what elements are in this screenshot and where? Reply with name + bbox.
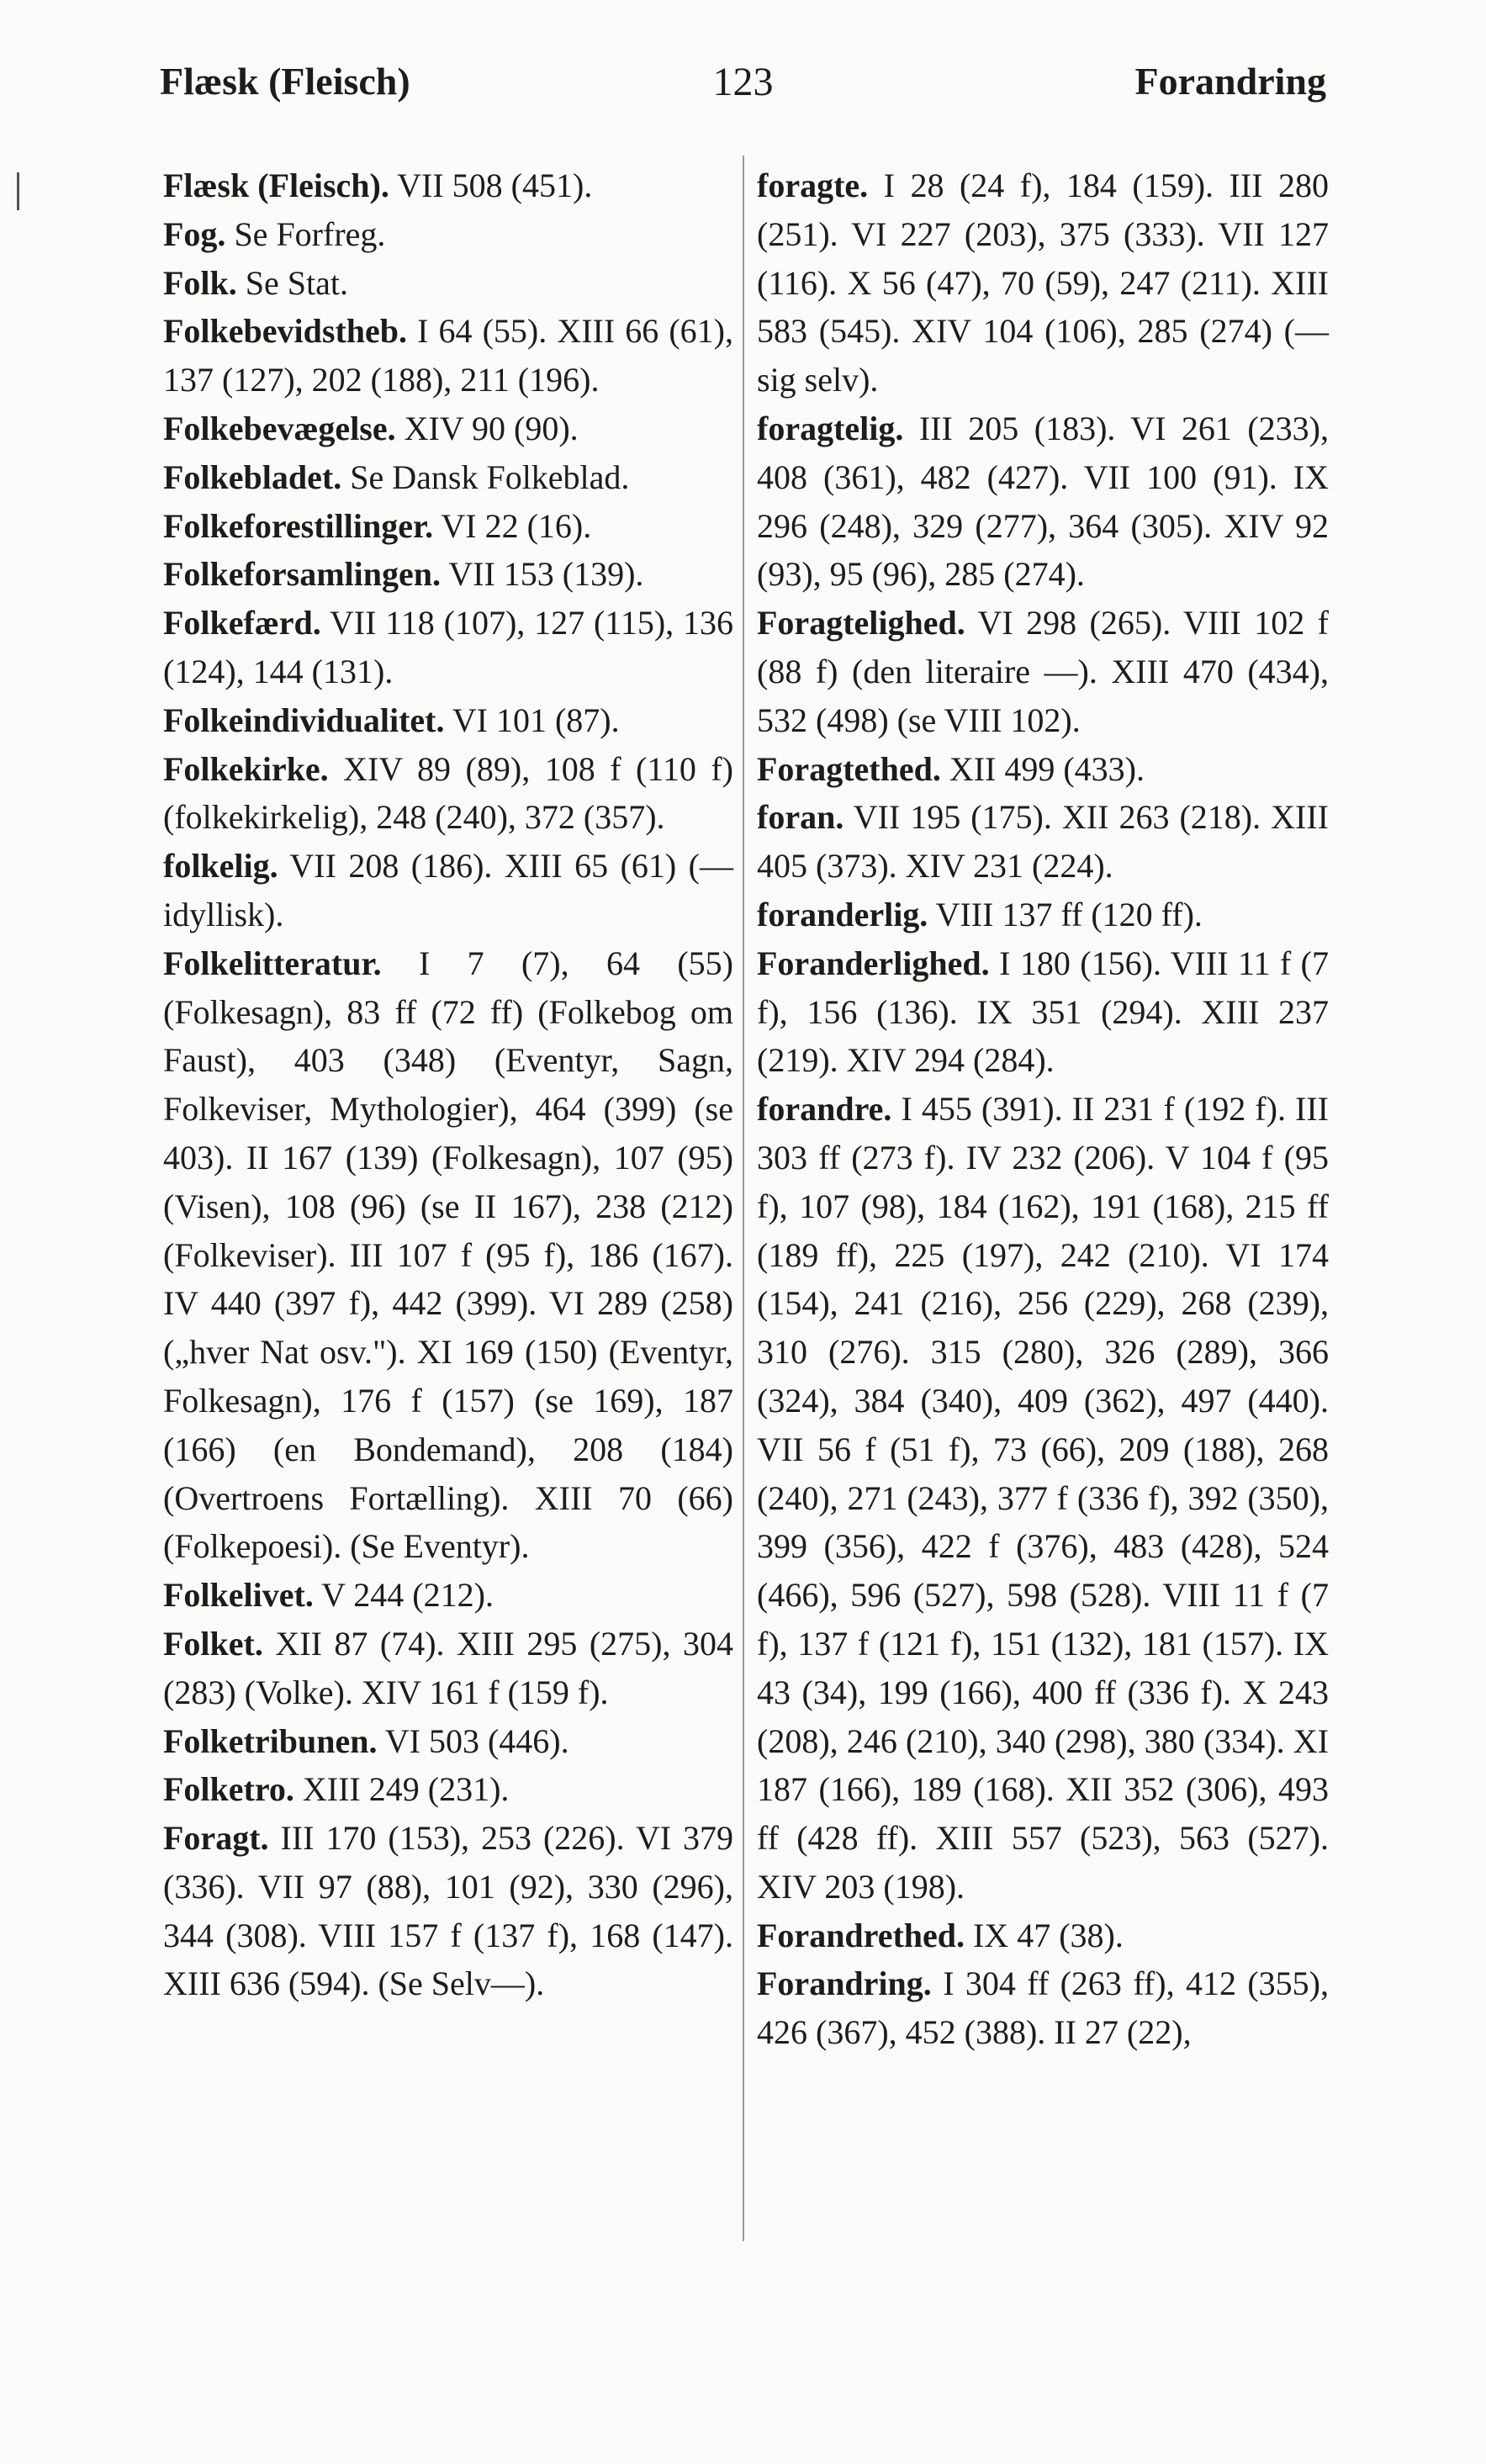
entry-headword: folkelig. [163,847,278,886]
index-entry [163,502,733,551]
index-entry [163,161,733,210]
page-number: 123 [712,60,774,104]
entry-headword: Folkeindividualitet. [163,701,445,739]
column-divider [743,156,744,2241]
index-entry [163,696,733,745]
header-left-keyword: Flæsk (Fleisch) [160,60,410,103]
index-entry [163,1571,733,1620]
entry-headword: Foragtethed. [757,749,941,788]
entry-headword: Forandrethed. [757,1916,965,1954]
entry-references: III 205 (183). VI 261 (233), 408 (361), 482 (427). VII 100 (91). IX 296 (248), 329 (277), 364 (305). XIV 92 (93), 95 (96), 285 (274). [757,409,1329,594]
index-entry [163,842,733,939]
index-entry [163,599,733,696]
entry-headword: foragtelig. [757,409,904,447]
entry-references: VI 101 (87). [444,701,620,739]
entry-references: VI 503 (446). [377,1721,569,1760]
index-entry [163,1620,733,1717]
entry-headword: Folkekirke. [163,749,329,788]
index-entry [757,1911,1329,1960]
index-entry [163,1765,733,1814]
entry-references: I 180 (156). VIII 11 f (7 f), 156 (136). IX 351 (294). XIII 237 (219). XIV 294 (284). [757,944,1329,1080]
entry-references: Se Dansk Folkeblad. [341,457,630,496]
running-header [0,59,1486,118]
entry-references: VIII 137 ff (120 ff). [928,895,1203,933]
index-entry [163,210,733,259]
index-entry [163,453,733,502]
entry-headword: Folk. [163,263,237,302]
entry-references: XII 499 (433). [940,749,1145,788]
header-right-keyword: Forandring [1134,60,1326,103]
entry-headword: Folket. [163,1624,263,1663]
index-entry [163,307,733,404]
index-entry [163,1814,733,2008]
index-entry [757,599,1329,744]
entry-headword: Forandring. [757,1964,932,2003]
entry-headword: Folkebladet. [163,457,342,496]
entry-references: XIV 90 (90). [395,409,579,447]
entry-references: VII 153 (139). [440,555,644,594]
index-entry [757,404,1329,599]
entry-references: XIII 249 (231). [293,1770,510,1809]
entry-references: IX 47 (38). [965,1916,1124,1954]
index-entry [757,1959,1329,2057]
entry-headword: Folkeforestillinger. [163,506,434,545]
entry-headword: Folkelitteratur. [163,944,382,982]
index-entry [163,259,733,308]
entry-references: I 304 ff (263 ff), 412 (355), 426 (367), 452 (388). II 27 (22), [757,1964,1329,2052]
entry-headword: Folkebevidstheb. [163,312,408,351]
index-entry [163,404,733,453]
entry-headword: Foragtelighed. [757,604,965,642]
entry-references: V 244 (212). [313,1576,494,1615]
entry-headword: Fog. [163,214,226,253]
entry-headword: Flæsk (Fleisch). [163,167,389,204]
entry-references: III 170 (153), 253 (226). VI 379 (336). VII 97 (88), 101 (92), 330 (296), 344 (308). VIII 157 f (137 f), 168 (147). XIII 636 (594). (Se Selv—). [163,1819,733,2003]
entry-references: VII 195 (175). XII 263 (218). XIII 405 (373). XIV 231 (224). [757,798,1329,886]
entry-references: I 455 (391). II 231 f (192 f). III 303 ff (273 f). IV 232 (206). V 104 f (95 f), 107 (98), 184 (162), 191 (168), 215 ff (189 ff), 225 (197), 242 (210). VI 174 (154), 241 (216), 256 (229), 268 (239), 310 (276). 315 (280), 326 (289), 366 (324), 384 (340), 409 (362), 497 (440). VII 56 f (51 f), 73 (66), 209 (188), 268 (240), 271 (243), 377 f (336 f), 392 (350), 399 (356), 422 f (376), 483 (428), 524 (466), 596 (527), 598 (528). VIII 11 f (7 f), 137 f (121 f), 151 (132), 181 (157). IX 43 (34), 199 (166), 400 ff (336 f). X 243 (208), 246 (210), 340 (298), 380 (334). XI 187 (166), 189 (168). XII 352 (306), 493 ff (428 ff). XIII 557 (523), 563 (527). XIV 203 (198). [757,1090,1329,1906]
index-entry [757,793,1329,891]
entry-references: VII 508 (451). [389,167,593,204]
entry-headword: foragte. [757,167,869,204]
entry-headword: Folkeforsamlingen. [163,555,441,594]
entry-headword: Foragt. [163,1819,269,1858]
entry-headword: Foranderlighed. [757,944,990,982]
index-entry [757,745,1329,794]
entry-headword: Folkefærd. [163,604,321,642]
entry-headword: Folketro. [163,1770,294,1809]
entry-headword: Folketribunen. [163,1721,378,1760]
entry-references: XII 87 (74). XIII 295 (275), 304 (283) (Volke). XIV 161 f (159 f). [163,1624,733,1711]
entry-references: I 7 (7), 64 (55) (Folkesagn), 83 ff (72 ff) (Folkebog om Faust), 403 (348) (Eventyr, Sagn, Folkeviser, Mythologier), 464 (399) (se 403). II 167 (139) (Folkesagn), 107 (95) (Visen), 108 (96) (se II 167), 238 (212) (Folkeviser). III 107 f (95 f), 186 (167). IV 440 (397 f), 442 (399). VI 289 (258) („hver Nat osv."). XI 169 (150) (Eventyr, Folkesagn), 176 f (157) (se 169), 187 (166) (en Bondemand), 208 (184) (Overtroens Fortælling). XIII 70 (66) (Folkepoesi). (Se Eventyr). [163,944,733,1566]
entry-headword: foran. [757,798,844,837]
entry-references: I 28 (24 f), 184 (159). III 280 (251). VI 227 (203), 375 (333). VII 127 (116). X 56 (47), 70 (59), 247 (211). XIII 583 (545). XIV 104 (106), 285 (274) (— sig selv). [757,167,1329,399]
index-entry [163,939,733,1571]
entry-references: VII 208 (186). XIII 65 (61) (—idyllisk). [163,847,733,933]
entry-references: XIV 89 (89), 108 f (110 f) (folkekirkelig), 248 (240), 372 (357). [163,749,733,837]
left-column [163,161,733,2008]
entry-references: VI 22 (16). [433,506,592,545]
index-entry [163,745,733,843]
index-entry [757,939,1329,1085]
entry-headword: foranderlig. [757,895,928,933]
index-entry [757,1085,1329,1911]
entry-references: VII 118 (107), 127 (115), 136 (124), 144 (131). [163,604,733,690]
entry-headword: Folkebevægelse. [163,409,396,447]
entry-headword: Folkelivet. [163,1576,314,1615]
margin-mark [17,172,19,210]
index-entry [757,891,1329,939]
index-entry [757,161,1329,404]
right-column [757,161,1329,2057]
entry-references: I 64 (55). XIII 66 (61), 137 (127), 202 (188), 211 (196). [163,312,733,399]
entry-references: Se Stat. [236,263,349,302]
entry-headword: forandre. [757,1090,892,1129]
entry-references: VI 298 (265). VIII 102 f (88 f) (den literaire —). XIII 470 (434), 532 (498) (se VIII 102). [757,604,1329,739]
index-entry [163,1717,733,1766]
index-entry [163,550,733,599]
entry-references: Se Forfreg. [225,214,386,253]
